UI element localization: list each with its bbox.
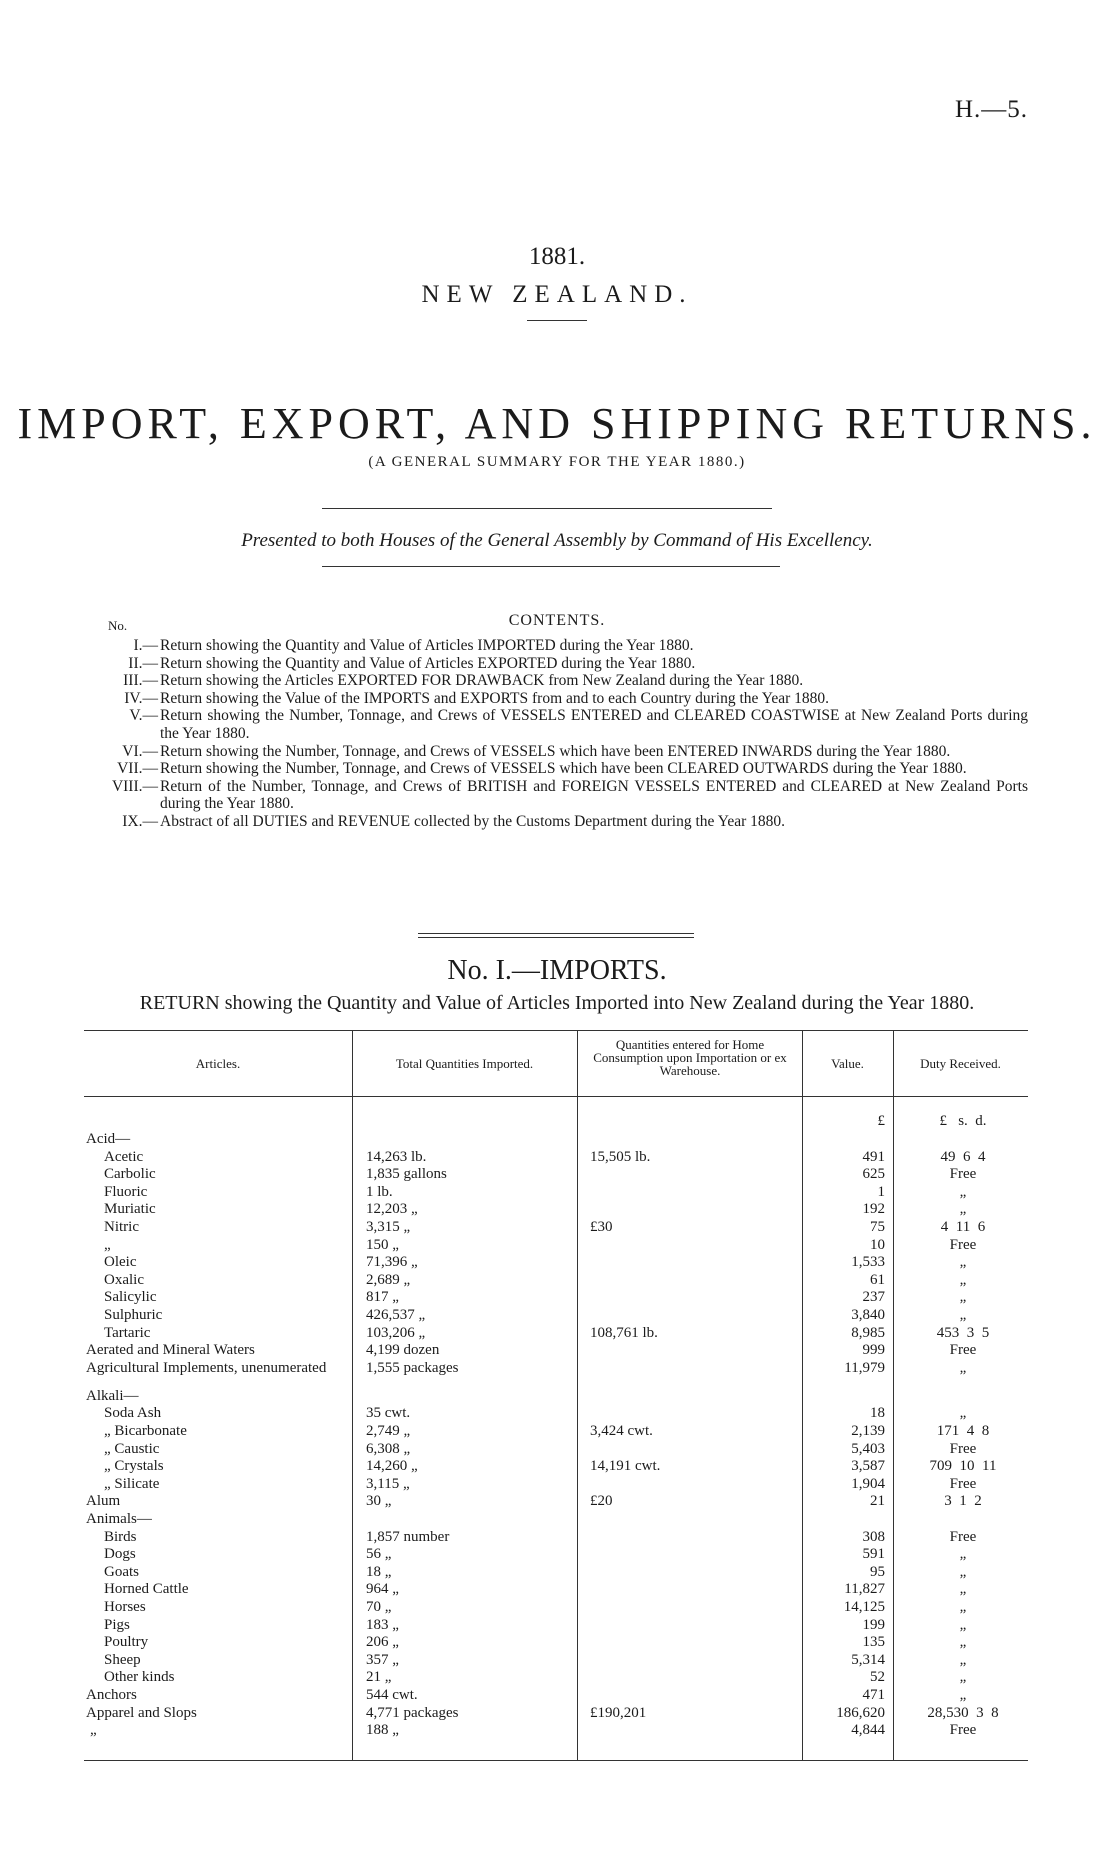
duty-cell: „ — [959, 1405, 967, 1422]
contents-item-number: V.— — [129, 707, 158, 725]
contents-item — [88, 813, 1028, 831]
total-quantity-cell: 544 cwt. — [366, 1687, 418, 1703]
value-cell: 491 — [862, 1148, 885, 1165]
article-cell: Muriatic — [104, 1201, 156, 1218]
duty-cell: „ — [959, 1359, 967, 1376]
article-cell: „ — [104, 1236, 111, 1253]
value-cell: 1,904 — [851, 1475, 885, 1492]
article-cell: Dogs — [104, 1546, 136, 1563]
duty-cell: Free — [949, 1236, 977, 1253]
duty-cell: Free — [949, 1722, 977, 1739]
table-row — [0, 1165, 1114, 1183]
article-cell: Alum — [86, 1493, 121, 1510]
divider — [418, 937, 694, 938]
total-quantity-cell: 103,206 „ — [366, 1324, 426, 1341]
article-cell: Sulphuric — [104, 1307, 163, 1323]
contents-item — [88, 637, 1028, 655]
value-cell: 1 — [877, 1183, 885, 1200]
document-title: IMPORT, EXPORT, AND SHIPPING RETURNS. — [17, 399, 1097, 448]
value-cell: 186,620 — [836, 1704, 885, 1721]
contents-item-text: Return showing the Value of the IMPORTS and EXPORTS from and to each Country during the Year 1880. — [160, 689, 830, 707]
total-quantity-cell: 357 „ — [366, 1651, 399, 1668]
duty-cell: 4 11 6 — [940, 1219, 986, 1235]
contents-item — [88, 672, 1028, 690]
article-cell: Nitric — [104, 1219, 139, 1235]
article-cell: „ — [90, 1722, 97, 1739]
table-row — [0, 1271, 1114, 1289]
contents-item-number: VII.— — [117, 760, 158, 778]
divider — [322, 566, 780, 567]
value-cell: 199 — [862, 1616, 885, 1633]
duty-cell: „ — [959, 1616, 967, 1633]
table-row — [0, 1721, 1114, 1739]
value-cell: 135 — [862, 1634, 885, 1651]
value-cell: 1,533 — [851, 1254, 885, 1271]
contents-item — [88, 707, 1028, 742]
contents-item-number: IV.— — [124, 689, 158, 707]
value-cell: 10 — [870, 1236, 885, 1253]
value-cell: 52 — [870, 1669, 885, 1686]
column-header-home-consumption: Quantities entered for Home Consumption upon Importation or ex Warehouse. — [593, 1037, 787, 1078]
table-row — [0, 1218, 1114, 1236]
contents-item — [88, 760, 1028, 778]
table-row — [0, 1359, 1114, 1377]
table-row — [0, 1651, 1114, 1669]
total-quantity-cell: 6,308 „ — [366, 1440, 411, 1457]
value-cell: 999 — [862, 1342, 885, 1359]
value-cell: 11,827 — [844, 1581, 885, 1598]
value-cell: 308 — [862, 1528, 885, 1545]
contents-item-text: Return showing the Number, Tonnage, and Crews of VESSELS ENTERED and CLEARED COASTWISE at New Zealand Ports during the Year 1880. — [160, 707, 1028, 742]
duty-unit: £ s. d. — [939, 1113, 987, 1129]
article-cell: Animals— — [86, 1511, 152, 1527]
home-consumption-cell: 108,761 lb. — [590, 1324, 658, 1341]
table-row — [0, 1580, 1114, 1598]
table-row — [0, 1704, 1114, 1722]
total-quantity-cell: 1,857 number — [366, 1528, 450, 1545]
value-cell: 3,840 — [851, 1307, 885, 1323]
duty-cell: 453 3 5 — [936, 1324, 990, 1341]
table-row — [0, 1306, 1114, 1324]
total-quantity-cell: 70 „ — [366, 1599, 392, 1615]
total-quantity-cell: 14,260 „ — [366, 1458, 418, 1475]
divider — [322, 508, 772, 509]
article-cell: Carbolic — [104, 1166, 156, 1183]
contents-item-text: Return showing the Number, Tonnage, and Crews of VESSELS which have been ENTERED INWARDS during the Year 1880. — [160, 742, 951, 760]
value-cell: 14,125 — [843, 1599, 885, 1615]
home-consumption-cell: £30 — [590, 1219, 613, 1235]
presented-note: Presented to both Houses of the General Assembly by Command of His Excellency. — [241, 530, 873, 551]
table-row — [0, 1686, 1114, 1704]
total-quantity-cell: 1,555 packages — [366, 1359, 459, 1376]
value-cell: 237 — [862, 1289, 885, 1306]
value-cell: 4,844 — [851, 1722, 885, 1739]
duty-cell: 28,530 3 8 — [927, 1704, 999, 1721]
home-consumption-cell: 15,505 lb. — [590, 1148, 651, 1165]
contents-item-text: Return showing the Quantity and Value of Articles IMPORTED during the Year 1880. — [160, 637, 694, 654]
table-row — [0, 1236, 1114, 1254]
article-cell: Salicylic — [104, 1289, 157, 1306]
table-row — [0, 1457, 1114, 1475]
column-header-total-quantities: Total Quantities Imported. — [395, 1056, 534, 1071]
table-row — [0, 1563, 1114, 1581]
document-subtitle: (A GENERAL SUMMARY FOR THE YEAR 1880.) — [368, 454, 746, 470]
value-cell: 8,985 — [851, 1324, 885, 1341]
divider — [418, 933, 694, 934]
units-row — [0, 1112, 1114, 1130]
article-cell: Aerated and Mineral Waters — [86, 1342, 255, 1359]
article-cell: Horses — [104, 1599, 146, 1615]
table-row — [0, 1510, 1114, 1528]
value-cell: 625 — [862, 1166, 885, 1183]
table-row — [0, 1633, 1114, 1651]
duty-cell: „ — [959, 1563, 967, 1580]
article-cell: Apparel and Slops — [86, 1704, 197, 1721]
contents-item-text: Return showing the Articles EXPORTED FOR DRAWBACK from New Zealand during the Year 1880. — [160, 672, 804, 690]
value-cell: 75 — [870, 1219, 885, 1235]
article-cell: Anchors — [86, 1687, 137, 1703]
article-cell: Acetic — [104, 1148, 144, 1165]
total-quantity-cell: 188 „ — [366, 1722, 399, 1739]
article-cell: Alkali— — [86, 1387, 139, 1404]
imports-title: No. I.—IMPORTS. — [447, 955, 667, 986]
country-heading: NEW ZEALAND. — [421, 281, 693, 308]
article-cell: Sheep — [104, 1651, 141, 1668]
contents-item — [88, 778, 1028, 813]
table-row — [0, 1668, 1114, 1686]
duty-cell: 3 1 2 — [944, 1493, 982, 1510]
table-row — [0, 1528, 1114, 1546]
value-cell: 21 — [870, 1493, 885, 1510]
total-quantity-cell: 426,537 „ — [366, 1307, 426, 1323]
duty-cell: „ — [959, 1201, 967, 1218]
contents-item-number: II.— — [128, 654, 158, 672]
value-cell: 5,314 — [851, 1651, 885, 1668]
table-row — [0, 1183, 1114, 1201]
contents-item-number: VIII.— — [111, 777, 158, 795]
contents-no-label: No. — [108, 618, 128, 633]
table-row — [0, 1253, 1114, 1271]
duty-cell: „ — [959, 1634, 967, 1651]
duty-cell: Free — [949, 1166, 977, 1183]
home-consumption-cell: £190,201 — [590, 1704, 647, 1721]
duty-cell: „ — [959, 1289, 967, 1306]
duty-cell: Free — [949, 1475, 977, 1492]
duty-cell: „ — [959, 1254, 967, 1271]
year-heading: 1881. — [528, 243, 586, 270]
duty-cell: Free — [949, 1528, 977, 1545]
duty-cell: Free — [949, 1440, 977, 1457]
table-row — [0, 1475, 1114, 1493]
table-row — [0, 1288, 1114, 1306]
article-cell: Goats — [104, 1563, 139, 1580]
duty-cell: „ — [959, 1599, 967, 1615]
contents-item-text: Abstract of all DUTIES and REVENUE collected by the Customs Department during the Year 1880. — [160, 812, 786, 830]
total-quantity-cell: 3,315 „ — [366, 1219, 411, 1235]
table-row — [0, 1422, 1114, 1440]
contents-item-text: Return showing the Quantity and Value of Articles EXPORTED during the Year 1880. — [160, 654, 696, 672]
table-row — [0, 1148, 1114, 1166]
column-header-duty: Duty Received. — [920, 1056, 1001, 1071]
table-row — [0, 1545, 1114, 1563]
duty-cell: „ — [959, 1651, 967, 1668]
article-cell: Oxalic — [104, 1271, 144, 1288]
contents-heading: CONTENTS. — [508, 612, 606, 629]
duty-cell: „ — [959, 1307, 967, 1323]
total-quantity-cell: 964 „ — [366, 1581, 399, 1598]
total-quantity-cell: 30 „ — [366, 1493, 392, 1510]
article-cell: Poultry — [104, 1634, 149, 1651]
total-quantity-cell: 4,199 dozen — [366, 1342, 440, 1359]
value-cell: 2,139 — [851, 1423, 885, 1439]
table-row — [0, 1616, 1114, 1634]
contents-item — [88, 655, 1028, 673]
article-cell: „ Caustic — [104, 1440, 160, 1457]
total-quantity-cell: 817 „ — [366, 1289, 399, 1306]
total-quantity-cell: 206 „ — [366, 1634, 399, 1651]
value-cell: 591 — [862, 1546, 885, 1563]
divider — [527, 320, 587, 321]
table-row — [0, 1387, 1114, 1405]
total-quantity-cell: 4,771 packages — [366, 1704, 459, 1721]
article-cell: „ Silicate — [104, 1475, 160, 1492]
article-cell: „ Bicarbonate — [104, 1423, 187, 1439]
duty-cell: „ — [959, 1687, 967, 1703]
imports-subtitle: RETURN showing the Quantity and Value of Articles Imported into New Zealand during the Year 1880. — [139, 992, 975, 1014]
contents-item-number: III.— — [123, 672, 158, 690]
contents-item-number: IX.— — [122, 812, 158, 830]
duty-cell: „ — [959, 1546, 967, 1563]
contents-item-number: VI.— — [122, 742, 158, 760]
table-row — [0, 1440, 1114, 1458]
article-cell: Pigs — [104, 1616, 130, 1633]
value-cell: 61 — [870, 1271, 885, 1288]
contents-list — [88, 637, 1028, 831]
home-consumption-cell: 3,424 cwt. — [590, 1423, 653, 1439]
total-quantity-cell: 2,749 „ — [366, 1423, 411, 1439]
total-quantity-cell: 18 „ — [366, 1563, 392, 1580]
total-quantity-cell: 12,203 „ — [366, 1201, 418, 1218]
table-row — [0, 1492, 1114, 1510]
duty-cell: 709 10 11 — [929, 1458, 997, 1475]
total-quantity-cell: 183 „ — [366, 1616, 399, 1633]
table-row — [0, 1324, 1114, 1342]
value-cell: 192 — [862, 1201, 885, 1218]
article-cell: Tartaric — [104, 1324, 151, 1341]
article-cell: Acid— — [86, 1131, 131, 1147]
table-bottom-border — [84, 1760, 1028, 1761]
value-cell: 11,979 — [844, 1359, 885, 1376]
value-cell: 5,403 — [851, 1440, 885, 1457]
contents-item-number: I.— — [133, 637, 158, 654]
table-row — [0, 1598, 1114, 1616]
value-cell: 95 — [870, 1563, 885, 1580]
duty-cell: 171 4 8 — [936, 1423, 990, 1439]
table-header-border — [84, 1096, 1028, 1097]
total-quantity-cell: 1,835 gallons — [366, 1166, 447, 1183]
total-quantity-cell: 150 „ — [366, 1236, 399, 1253]
value-cell: 18 — [870, 1405, 885, 1422]
table-row — [0, 1130, 1114, 1148]
duty-cell: „ — [959, 1271, 967, 1288]
total-quantity-cell: 71,396 „ — [366, 1254, 418, 1271]
table-row — [0, 1404, 1114, 1422]
duty-cell: „ — [959, 1581, 967, 1598]
home-consumption-cell: 14,191 cwt. — [590, 1458, 661, 1475]
value-cell: 471 — [862, 1687, 885, 1703]
total-quantity-cell: 21 „ — [366, 1669, 392, 1686]
total-quantity-cell: 35 cwt. — [366, 1405, 411, 1422]
table-top-border — [84, 1030, 1028, 1031]
contents-item-text: Return of the Number, Tonnage, and Crews of BRITISH and FOREIGN VESSELS ENTERED and CLEARED at New Zealand Ports during the Year 1880. — [160, 777, 1028, 813]
article-cell: Birds — [104, 1528, 137, 1545]
table-row — [0, 1200, 1114, 1218]
total-quantity-cell: 56 „ — [366, 1546, 392, 1563]
article-cell: Horned Cattle — [104, 1581, 189, 1598]
article-cell: Agricultural Implements, unenumerated — [86, 1359, 327, 1376]
total-quantity-cell: 1 lb. — [366, 1183, 393, 1200]
article-cell: Other kinds — [104, 1669, 175, 1686]
value-cell: 3,587 — [851, 1458, 885, 1475]
column-header-articles: Articles. — [195, 1056, 241, 1071]
duty-cell: „ — [959, 1183, 967, 1200]
duty-cell: 49 6 4 — [940, 1148, 986, 1165]
duty-cell: Free — [949, 1342, 977, 1359]
duty-cell: „ — [959, 1669, 967, 1686]
contents-item — [88, 690, 1028, 708]
total-quantity-cell: 3,115 „ — [366, 1475, 410, 1492]
article-cell: Soda Ash — [104, 1405, 162, 1422]
column-header-value: Value. — [831, 1056, 864, 1071]
home-consumption-cell: £20 — [590, 1493, 613, 1510]
contents-item-text: Return showing the Number, Tonnage, and Crews of VESSELS which have been CLEARED OUTWARDS during the Year 1880. — [160, 760, 967, 778]
article-cell: „ Crystals — [104, 1458, 164, 1475]
total-quantity-cell: 2,689 „ — [366, 1271, 411, 1288]
contents-item — [88, 743, 1028, 761]
total-quantity-cell: 14,263 lb. — [366, 1148, 427, 1165]
table-row — [0, 1341, 1114, 1359]
value-unit: £ — [877, 1113, 885, 1129]
article-cell: Fluoric — [104, 1183, 148, 1200]
page-reference: H.—5. — [954, 96, 1028, 123]
article-cell: Oleic — [104, 1254, 137, 1271]
